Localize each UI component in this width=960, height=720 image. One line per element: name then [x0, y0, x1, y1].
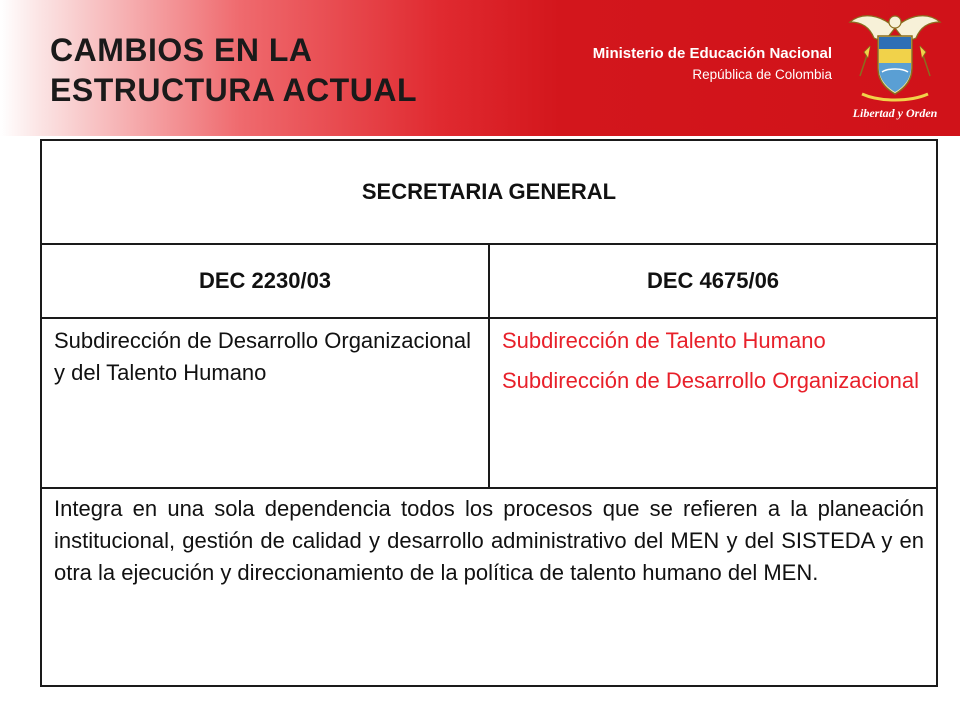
table-row: [41, 488, 937, 686]
table-header-row: [41, 244, 937, 318]
header-banner: [0, 0, 960, 136]
new-unit-talento-humano: Subdirección de Talento Humano: [502, 328, 826, 353]
table-heading-row: [41, 140, 937, 244]
ministry-name: Ministerio de Educación Nacional: [592, 45, 832, 62]
structure-table: [40, 139, 938, 687]
page-title-line1: CAMBIOS EN LA: [50, 32, 313, 68]
ministry-block: [593, 44, 832, 86]
page-title: [50, 30, 417, 110]
table-heading: SECRETARIA GENERAL: [41, 140, 937, 244]
col-header-new-decree: DEC 4675/06: [489, 244, 937, 318]
old-unit-cell: Subdirección de Desarrollo Organizacional y del Talento Humano: [41, 318, 489, 488]
motto-text: Libertad y Orden: [852, 106, 938, 120]
table-row: [41, 318, 937, 488]
country-name: República de Colombia: [692, 67, 832, 82]
new-units-cell: [489, 318, 937, 488]
page-title-line2: ESTRUCTURA ACTUAL: [50, 72, 417, 108]
col-header-old-decree: DEC 2230/03: [41, 244, 489, 318]
new-unit-desarrollo-organizacional: Subdirección de Desarrollo Organizacional: [502, 368, 920, 393]
description-cell: Integra en una sola dependencia todos los procesos que se refieren a la planeación institucional, gestión de calidad y desarrollo administrativo del MEN y del SISTEDA y en otra la ejecución y direccionamiento de la política de talento humano del MEN.: [41, 488, 937, 686]
